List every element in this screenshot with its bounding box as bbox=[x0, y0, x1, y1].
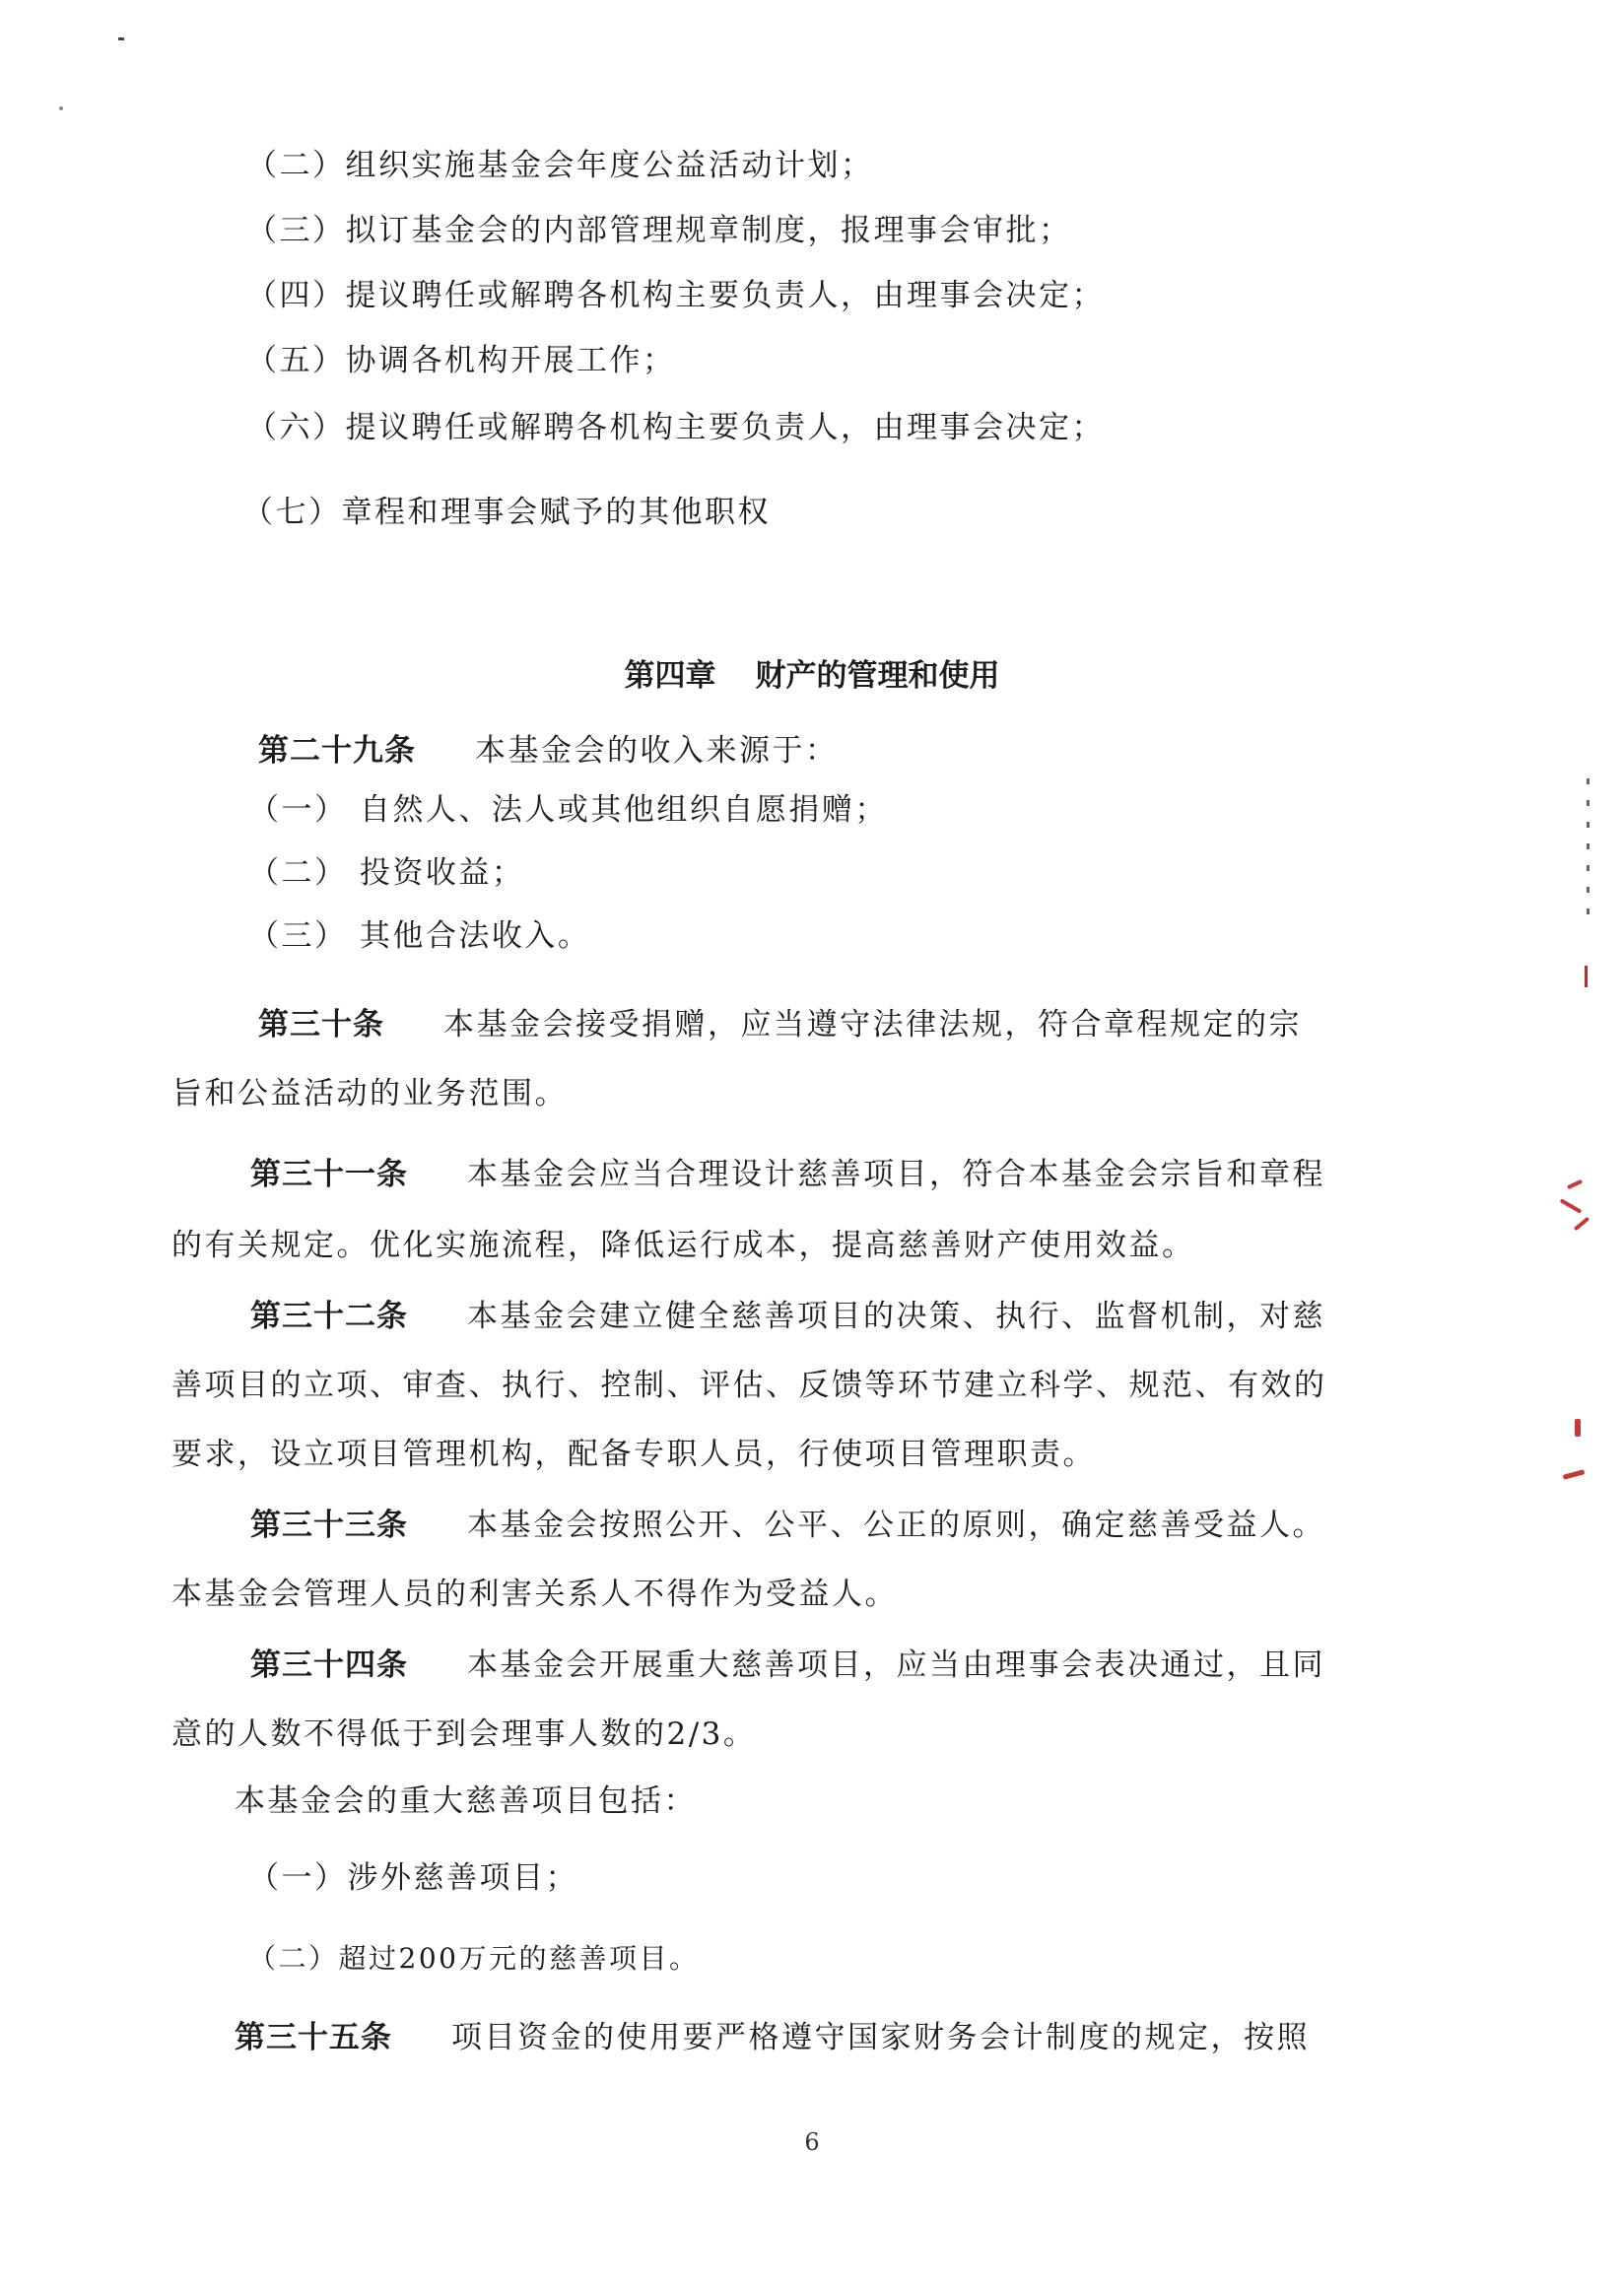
article-text: 本基金会应当合理设计慈善项目，符合本基金会宗旨和章程 bbox=[467, 1157, 1325, 1192]
article-32-line-3: 要求，设立项目管理机构，配备专职人员，行使项目管理职责。 bbox=[171, 1437, 1096, 1472]
article-32-line-1 bbox=[250, 1295, 1325, 1338]
duty-item-3: （三）拟订基金会的内部管理规章制度，报理事会审批； bbox=[246, 213, 1072, 248]
article-31-line-1 bbox=[250, 1153, 1325, 1196]
duty-item-6: （六）提议聘任或解聘各机构主要负责人，由理事会决定； bbox=[246, 410, 1105, 445]
stamp-fragment bbox=[1563, 1469, 1586, 1480]
article-34-line-1 bbox=[250, 1644, 1325, 1687]
article-33-line-2: 本基金会管理人员的利害关系人不得作为受益人。 bbox=[171, 1577, 898, 1612]
article-label: 第三十四条 bbox=[250, 1647, 408, 1683]
duty-item-4: （四）提议聘任或解聘各机构主要负责人，由理事会决定； bbox=[246, 278, 1105, 313]
major-projects-intro: 本基金会的重大慈善项目包括： bbox=[235, 1783, 697, 1819]
article-text: 本基金会的收入来源于： bbox=[475, 733, 839, 769]
article-31-line-2: 的有关规定。优化实施流程，降低运行成本，提高慈善财产使用效益。 bbox=[171, 1228, 1195, 1263]
page-number: 6 bbox=[804, 2128, 820, 2156]
major-project-item-2: （二）超过200万元的慈善项目。 bbox=[248, 1942, 700, 1975]
stamp-fragment bbox=[1560, 1198, 1583, 1213]
article-text: 本基金会按照公开、公平、公正的原则，确定慈善受益人。 bbox=[467, 1508, 1325, 1543]
duty-item-5: （五）协调各机构开展工作； bbox=[246, 343, 676, 378]
article-text: 本基金会开展重大慈善项目，应当由理事会表决通过，且同 bbox=[467, 1647, 1325, 1683]
chapter-heading bbox=[0, 654, 1624, 698]
article-label: 第三十五条 bbox=[235, 2020, 392, 2055]
major-project-item-1: （一）涉外慈善项目； bbox=[248, 1860, 578, 1896]
article-label: 第三十条 bbox=[258, 1007, 384, 1042]
chapter-title: 财产的管理和使用 bbox=[755, 658, 1000, 694]
article-30-line-1 bbox=[258, 1003, 1302, 1046]
chapter-number: 第四章 bbox=[624, 658, 716, 694]
income-item-1: （一） 自然人、法人或其他组织自愿捐赠； bbox=[248, 792, 888, 828]
stamp-fragment bbox=[1585, 966, 1588, 987]
article-label: 第三十一条 bbox=[250, 1157, 408, 1192]
article-34-line-2: 意的人数不得低于到会理事人数的2/3。 bbox=[171, 1716, 757, 1752]
scan-speck bbox=[59, 106, 63, 110]
income-item-3: （三） 其他合法收入。 bbox=[248, 918, 591, 954]
article-label: 第二十九条 bbox=[258, 733, 416, 769]
article-33-line-1 bbox=[250, 1504, 1325, 1547]
article-32-line-2: 善项目的立项、审查、执行、控制、评估、反馈等环节建立科学、规范、有效的 bbox=[171, 1368, 1327, 1403]
article-text: 本基金会接受捐赠，应当遵守法律法规，符合章程规定的宗 bbox=[443, 1007, 1302, 1042]
duty-item-7: （七）章程和理事会赋予的其他职权 bbox=[242, 495, 771, 530]
income-item-2: （二） 投资收益； bbox=[248, 855, 525, 891]
scan-speck bbox=[118, 37, 124, 40]
article-label: 第三十三条 bbox=[250, 1508, 408, 1543]
seam-dotline bbox=[1587, 778, 1590, 916]
article-label: 第三十二条 bbox=[250, 1299, 408, 1334]
stamp-fragment bbox=[1567, 1179, 1583, 1189]
article-text: 本基金会建立健全慈善项目的决策、执行、监督机制，对慈 bbox=[467, 1299, 1325, 1334]
stamp-fragment bbox=[1575, 1419, 1581, 1437]
duty-item-2: （二）组织实施基金会年度公益活动计划； bbox=[246, 148, 874, 183]
article-35-line-1 bbox=[235, 2016, 1310, 2059]
stamp-fragment bbox=[1574, 1217, 1590, 1232]
article-30-line-2: 旨和公益活动的业务范围。 bbox=[171, 1076, 568, 1111]
article-29-heading bbox=[258, 729, 839, 773]
article-text: 项目资金的使用要严格遵守国家财务会计制度的规定，按照 bbox=[451, 2020, 1310, 2055]
